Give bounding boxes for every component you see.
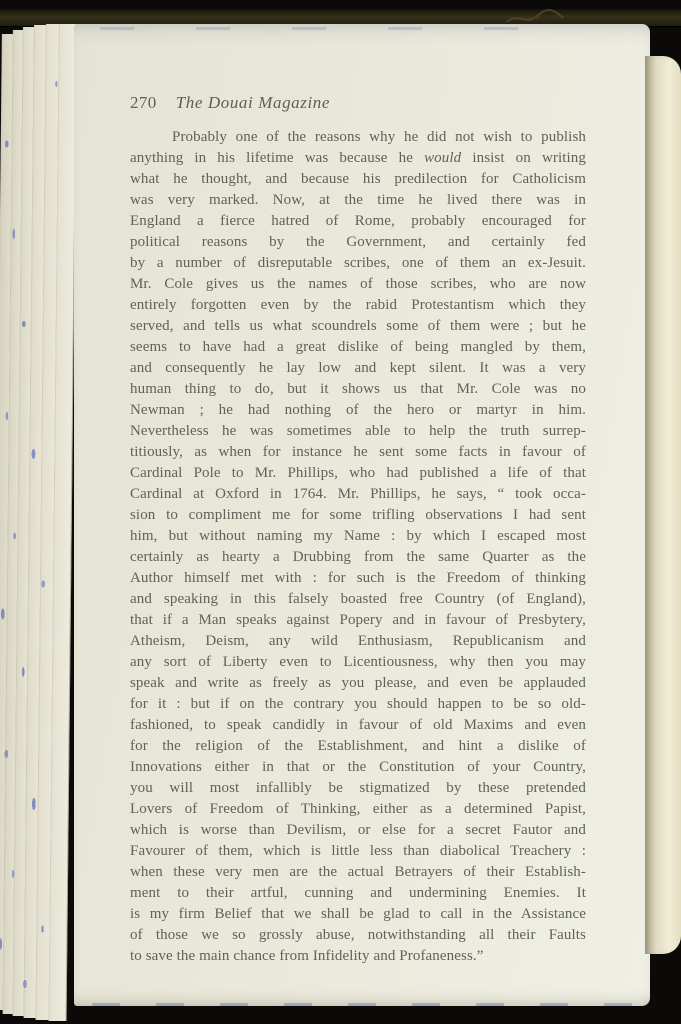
italic-text: would xyxy=(424,150,462,166)
body-line: by a number of disreputable scribes, one of them an ex-Jesuit. xyxy=(130,255,586,271)
bottom-edge-blue-tint xyxy=(92,1003,637,1006)
body-line: you will most infallibly be stigmatized by these pretended xyxy=(130,780,586,796)
body-line: sion to compliment me for some trifling observations I had sent xyxy=(130,507,586,523)
body-text xyxy=(130,127,586,967)
page-gutter-curl xyxy=(645,56,681,954)
top-edge-blue-tint xyxy=(100,27,530,30)
body-line: served, and tells us what scoundrels some of them were ; but he xyxy=(130,318,586,334)
body-line: certainly as hearty a Drubbing from the same Quarter as the xyxy=(130,549,586,565)
body-line: to save the main chance from Infidelity and Profaneness.” xyxy=(130,948,484,964)
body-line: speak and write as freely as you please, and even be applauded xyxy=(130,675,586,691)
body-line: Atheism, Deism, any wild Enthusiasm, Republicanism and xyxy=(130,633,586,649)
body-line: England a fierce hatred of Rome, probably encouraged for xyxy=(130,213,586,229)
body-line: of those we so grossly abuse, notwithstanding all their Faults xyxy=(130,927,586,943)
body-line: Mr. Cole gives us the names of those scribes, who are now xyxy=(130,276,586,292)
body-line: Favourer of them, which is little less than diabolical Treachery : xyxy=(130,843,586,859)
body-line: political reasons by the Government, and certainly fed xyxy=(130,234,586,250)
body-line: seems to have had a great dislike of being mangled by them, xyxy=(130,339,586,355)
body-line: was very marked. Now, at the time he lived there was in xyxy=(130,192,586,208)
body-line: which is worse than Devilism, or else for a secret Fautor and xyxy=(130,822,586,838)
body-line: and speaking in this falsely boasted free Country (of England), xyxy=(130,591,586,607)
body-line: fashioned, to speak candidly in favour of old Maxims and even xyxy=(130,717,586,733)
body-line: Author himself met with : for such is the Freedom of thinking xyxy=(130,570,586,586)
body-line: him, but without naming my Name : by which I escaped most xyxy=(130,528,586,544)
body-line: Probably one of the reasons why he did not wish to publish xyxy=(172,129,586,145)
body-line: Newman ; he had nothing of the hero or martyr in him. xyxy=(130,402,586,418)
body-line: is my firm Belief that we shall be glad to call in the Assistance xyxy=(130,906,586,922)
body-line: Cardinal Pole to Mr. Phillips, who had published a life of that xyxy=(130,465,586,481)
body-line: Nevertheless he was sometimes able to help the truth surrep- xyxy=(130,423,586,439)
body-line: and consequently he lay low and kept silent. It was a very xyxy=(130,360,586,376)
body-line: any sort of Liberty even to Licentiousness, why then you may xyxy=(130,654,586,670)
body-line: that if a Man speaks against Popery and in favour of Presbytery, xyxy=(130,612,586,628)
body-line: entirely forgotten even by the rabid Protestantism which they xyxy=(130,297,586,313)
body-line: Innovations either in that or the Constitution of your Country, xyxy=(130,759,586,775)
body-line: for it : but if on the contrary you should happen to be so old- xyxy=(130,696,586,712)
body-line: when these very men are the actual Betrayers of their Establish- xyxy=(130,864,586,880)
body-line: human thing to do, but it shows us that Mr. Cole was no xyxy=(130,381,586,397)
body-line: what he thought, and because his predilection for Catholicism xyxy=(130,171,586,187)
body-line: Cardinal at Oxford in 1764. Mr. Phillips, he says, “ took occa- xyxy=(130,486,586,502)
binding-thread xyxy=(505,6,565,35)
body-line: Lovers of Freedom of Thinking, either as a determined Papist, xyxy=(130,801,586,817)
running-title: The Douai Magazine xyxy=(175,93,331,112)
page-header xyxy=(130,93,585,113)
page-number: 270 xyxy=(130,93,157,112)
body-line: titiously, as when for instance he sent some facts in favour of xyxy=(130,444,586,460)
body-line: ment to their artful, cunning and undermining Enemies. It xyxy=(130,885,586,901)
page-edge-stack xyxy=(0,24,82,1016)
body-line: anything in his lifetime was because he would insist on writing xyxy=(130,150,586,166)
body-line: for the religion of the Establishment, and hint a dislike of xyxy=(130,738,586,754)
